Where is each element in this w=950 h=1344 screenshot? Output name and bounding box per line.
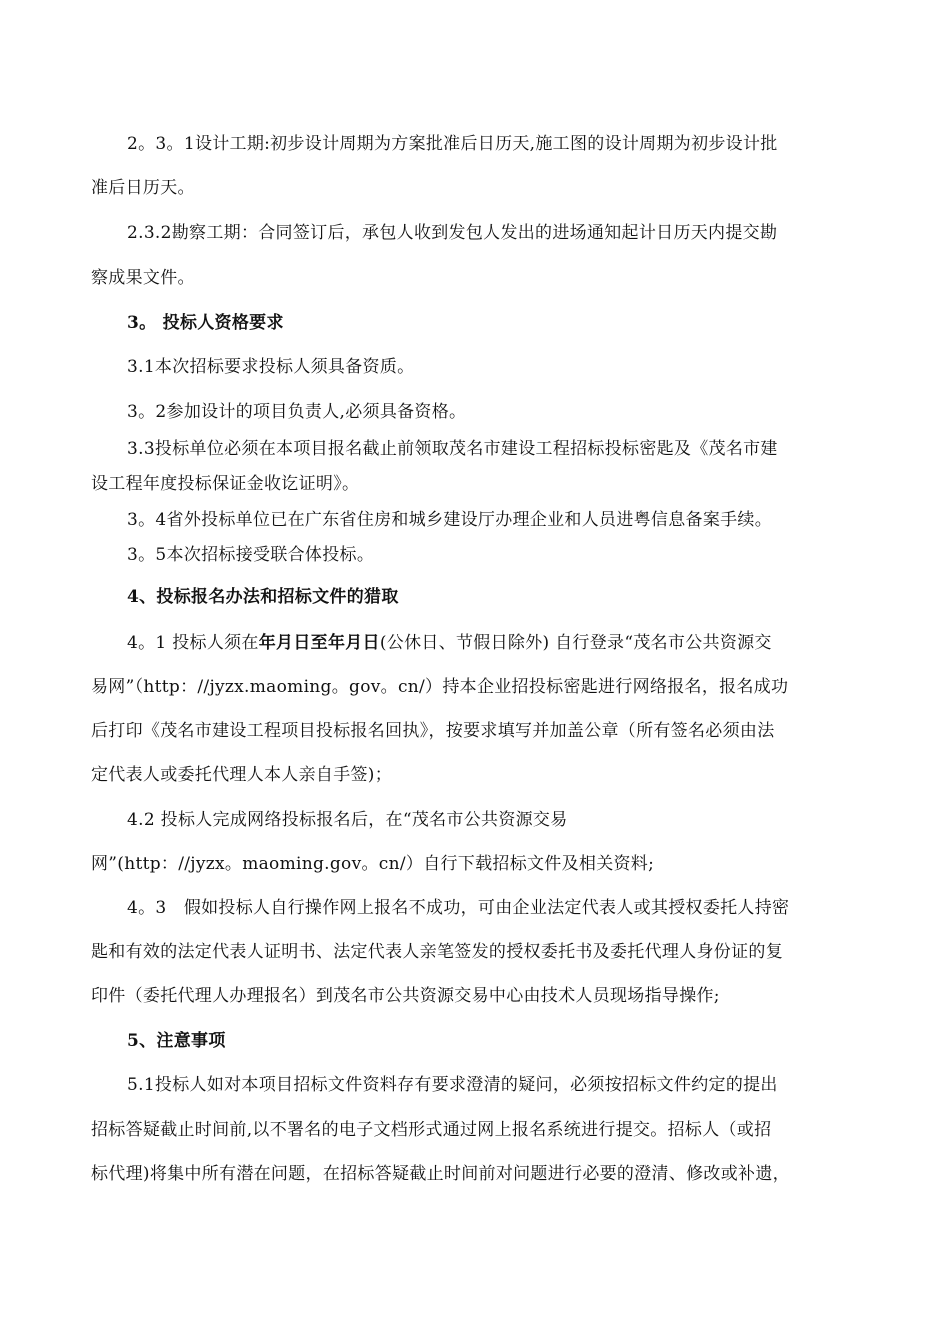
paragraph-line: 网”(http：//jyzx。maoming.gov。cn/）自行下载招标文件及相关资料;: [91, 854, 655, 874]
paragraph-line: 准后日历天。: [91, 178, 195, 198]
paragraph-line: 定代表人或委托代理人本人亲自手签)；: [91, 765, 393, 785]
paragraph-line: 后打印《茂名市建设工程项目投标报名回执》，按要求填写并加盖公章（所有签名必须由法: [91, 721, 775, 741]
paragraph-line: 4。3 假如投标人自行操作网上报名不成功，可由企业法定代表人或其授权委托人持密: [127, 898, 790, 918]
paragraph-line: 2.3.2勘察工期：合同签订后，承包人收到发包人发出的进场通知起计日历天内提交勘: [127, 223, 778, 243]
paragraph-line: 5.1投标人如对本项目招标文件资料存有要求澄清的疑问，必须按招标文件约定的提出: [127, 1075, 778, 1095]
paragraph-line: 匙和有效的法定代表人证明书、法定代表人亲笔签发的授权委托书及委托代理人身份证的复: [91, 942, 783, 962]
paragraph-line: 招标答疑截止时间前,以不署名的电子文档形式通过网上报名系统进行提交。招标人（或招: [91, 1120, 772, 1140]
section-heading: 5、注意事项: [127, 1031, 226, 1051]
date-range-text: 年月日至年月日: [258, 633, 380, 653]
paragraph-line: 印件（委托代理人办理报名）到茂名市公共资源交易中心由技术人员现场指导操作;: [91, 986, 720, 1006]
paragraph-line: 4.2 投标人完成网络投标报名后，在“茂名市公共资源交易: [127, 810, 568, 830]
paragraph-line: 3。5本次招标接受联合体投标。: [127, 545, 375, 565]
paragraph-line: 2。3。1设计工期:初步设计周期为方案批准后日历天,施工图的设计周期为初步设计批: [127, 134, 778, 154]
paragraph-text: 4。1 投标人须在: [127, 633, 259, 653]
section-heading: 3。 投标人资格要求: [127, 313, 284, 333]
section-heading: 4、投标报名办法和招标文件的猎取: [127, 587, 399, 607]
paragraph-line: [127, 631, 772, 655]
paragraph-line: 易网”（http：//jyzx.maoming。gov。cn/）持本企业招投标密匙进行网络报名，报名成功: [91, 677, 789, 697]
paragraph-line: 3。4省外投标单位已在广东省住房和城乡建设厅办理企业和人员进粤信息备案手续。: [127, 510, 773, 530]
paragraph-text: (公休日、节假日除外) 自行登录“茂名市公共资源交: [379, 633, 772, 653]
paragraph-line: 标代理)将集中所有潜在问题，在招标答疑截止时间前对问题进行必要的澄清、修改或补遗，: [91, 1164, 790, 1184]
paragraph-line: 3.3投标单位必须在本项目报名截止前领取茂名市建设工程招标投标密匙及《茂名市建: [127, 439, 778, 459]
paragraph-line: 3。2参加设计的项目负责人,必须具备资格。: [127, 402, 467, 422]
paragraph-line: 设工程年度投标保证金收讫证明》。: [91, 474, 360, 494]
paragraph-line: 察成果文件。: [91, 268, 195, 288]
paragraph-line: 3.1本次招标要求投标人须具备资质。: [127, 357, 415, 377]
